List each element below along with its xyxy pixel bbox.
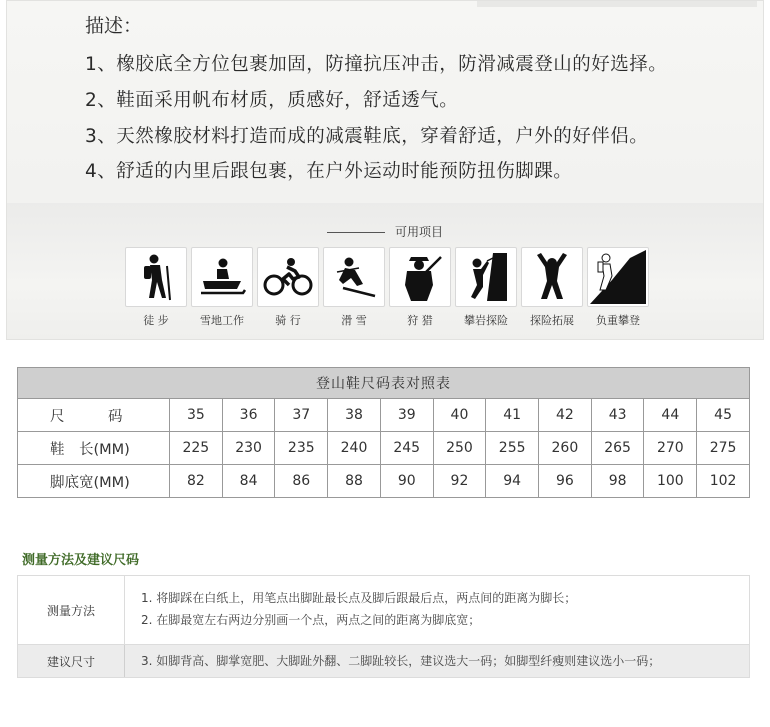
row-label-sole-width: 脚底宽(MM) (18, 465, 170, 498)
activity-hiking (125, 247, 187, 328)
activity-label: 滑 雪 (341, 314, 367, 327)
table-row (18, 432, 750, 465)
table-cell: 41 (486, 399, 539, 432)
activity-hunting (389, 247, 451, 328)
table-cell: 39 (380, 399, 433, 432)
table-cell: 84 (222, 465, 275, 498)
table-row (18, 465, 750, 498)
activity-label: 探险拓展 (530, 314, 574, 327)
activity-cycling (257, 247, 319, 328)
table-cell: 265 (591, 432, 644, 465)
cycling-icon (257, 247, 319, 307)
table-cell: 98 (591, 465, 644, 498)
activity-loaded-climbing (587, 247, 649, 328)
description-line-4: 4、舒适的内里后跟包裹，在户外运动时能预防扭伤脚踝。 (85, 161, 573, 182)
table-row (18, 399, 750, 432)
table-cell: 245 (380, 432, 433, 465)
mountain-climbing-icon (587, 247, 649, 307)
advice-label: 建议尺寸 (18, 645, 125, 677)
table-cell: 102 (697, 465, 750, 498)
table-cell: 96 (539, 465, 592, 498)
activity-label: 负重攀登 (596, 314, 640, 327)
usage-header-label: 可用项目 (394, 225, 443, 239)
table-cell: 240 (328, 432, 381, 465)
table-cell: 82 (170, 465, 223, 498)
activity-snow-work (191, 247, 253, 328)
table-cell: 275 (697, 432, 750, 465)
method-label: 测量方法 (18, 576, 125, 644)
activity-expedition (521, 247, 583, 328)
activity-label: 狩 猎 (407, 314, 433, 327)
table-cell: 250 (433, 432, 486, 465)
table-row (18, 645, 749, 677)
description-line-1: 1、橡胶底全方位包裹加固，防撞抗压冲击，防滑减震登山的好选择。 (85, 54, 668, 75)
activity-label: 徒 步 (143, 314, 169, 327)
table-cell: 43 (591, 399, 644, 432)
size-chart-title: 登山鞋尺码表对照表 (18, 368, 750, 399)
table-cell: 90 (380, 465, 433, 498)
size-chart-table (17, 367, 750, 498)
skiing-icon (323, 247, 385, 307)
table-cell: 40 (433, 399, 486, 432)
table-cell: 88 (328, 465, 381, 498)
table-cell: 100 (644, 465, 697, 498)
table-cell: 270 (644, 432, 697, 465)
table-cell: 225 (170, 432, 223, 465)
table-cell: 230 (222, 432, 275, 465)
activity-rock-climbing (455, 247, 517, 328)
row-label-size: 尺 码 (18, 399, 170, 432)
table-cell: 92 (433, 465, 486, 498)
snowmobile-icon (191, 247, 253, 307)
measure-table (17, 575, 750, 678)
activity-label: 攀岩探险 (464, 314, 508, 327)
activity-label: 骑 行 (275, 314, 301, 327)
table-cell: 42 (539, 399, 592, 432)
advice-text: 3. 如脚背高、脚掌宽肥、大脚趾外翻、二脚趾较长，建议选大一码；如脚型纤瘦则建议选小一码； (141, 654, 661, 668)
table-cell: 255 (486, 432, 539, 465)
table-cell: 37 (275, 399, 328, 432)
description-title: 描述： (85, 15, 143, 37)
table-cell: 94 (486, 465, 539, 498)
rock-climbing-icon (455, 247, 517, 307)
table-cell: 36 (222, 399, 275, 432)
activity-skiing (323, 247, 385, 328)
method-text (125, 576, 576, 644)
hunting-icon (389, 247, 451, 307)
method-line-1: 1. 将脚踩在白纸上，用笔点出脚趾最长点及脚后跟最后点，两点间的距离为脚长； (141, 591, 577, 605)
table-cell: 38 (328, 399, 381, 432)
method-line-2: 2. 在脚最宽左右两边分别画一个点，两点之间的距离为脚底宽； (141, 613, 481, 627)
row-label-shoe-length: 鞋 长(MM) (18, 432, 170, 465)
measure-section-title: 测量方法及建议尺码 (22, 553, 140, 568)
description-line-2: 2、鞋面采用帆布材质，质感好，舒适透气。 (85, 90, 459, 111)
climbing-wall-icon (521, 247, 583, 307)
description-line-3: 3、天然橡胶材料打造而成的减震鞋底，穿着舒适，户外的好伴侣。 (85, 126, 649, 147)
table-row (18, 576, 749, 645)
panel-top-bar (477, 1, 757, 7)
description-panel (6, 0, 764, 340)
activity-label: 雪地工作 (200, 314, 244, 327)
table-cell: 86 (275, 465, 328, 498)
table-cell: 44 (644, 399, 697, 432)
usage-header (7, 223, 763, 240)
table-cell: 260 (539, 432, 592, 465)
table-cell: 45 (697, 399, 750, 432)
table-cell: 35 (170, 399, 223, 432)
hiking-icon (125, 247, 187, 307)
header-rule (327, 232, 385, 233)
table-cell: 235 (275, 432, 328, 465)
